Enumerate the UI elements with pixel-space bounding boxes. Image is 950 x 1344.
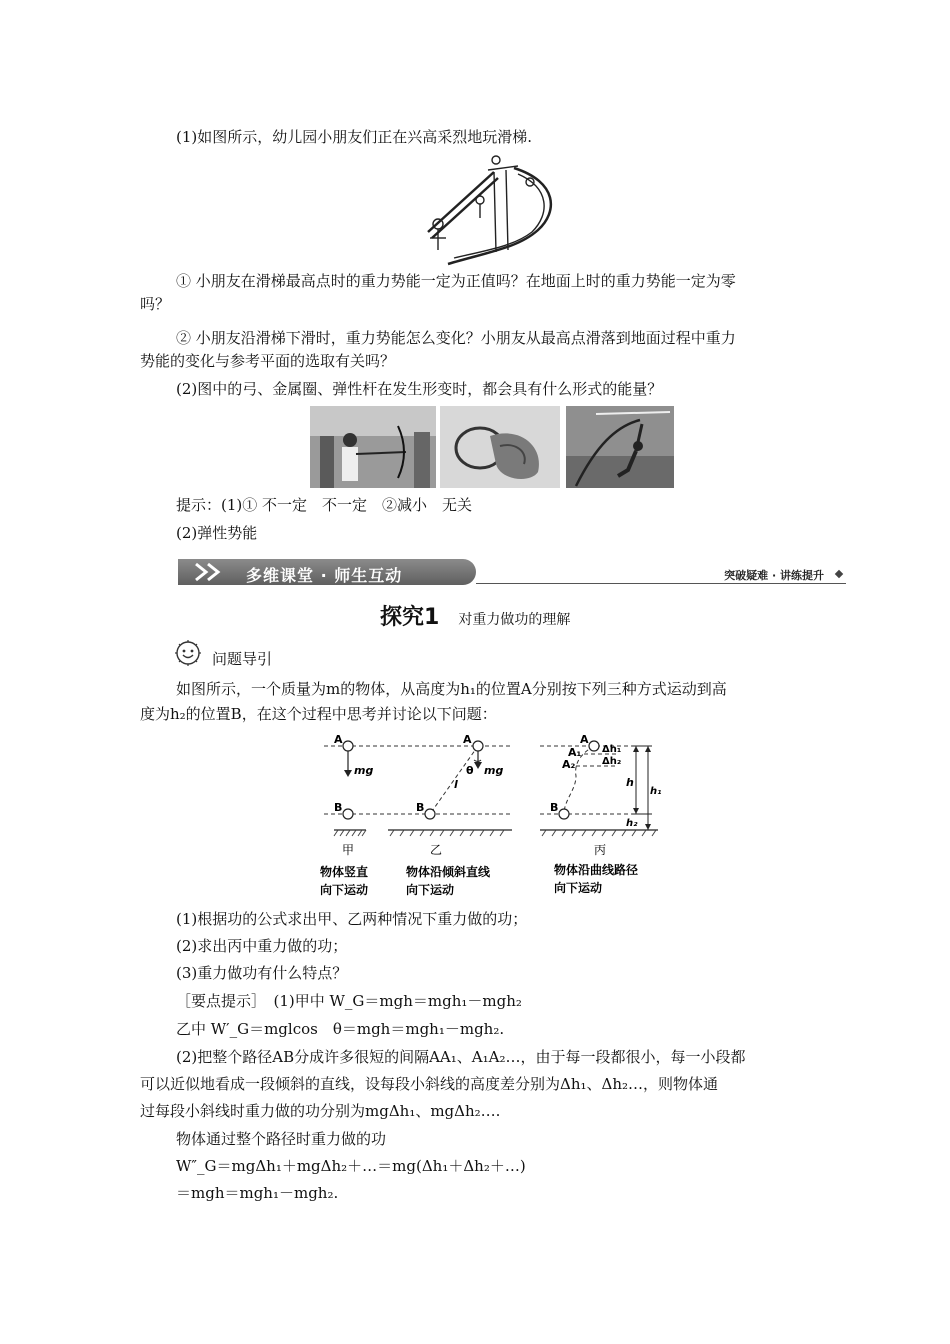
key-point-3-line1: (2)把整个路径AB分成许多很短的间隔AA₁、A₁A₂…，由于每一段都很小，每一小段都 (176, 1048, 746, 1066)
label-mg-jia: mg (354, 764, 374, 777)
key-point-4: 物体通过整个路径时重力做的功 (176, 1130, 387, 1148)
explore-heading (380, 600, 570, 631)
label-a-bing: A (580, 733, 589, 746)
label-mg-yi: mg (484, 764, 504, 777)
banner-left-bar (178, 559, 476, 585)
desc-bing-line2: 向下运动 (554, 881, 603, 895)
diamond-icon (835, 570, 843, 578)
desc-yi-line2: 向下运动 (406, 883, 455, 897)
key-point-1: ［要点提示］ (1)甲中 W_G＝mgh＝mgh₁－mgh₂ (176, 992, 522, 1010)
key-point-5: W″_G＝mgΔh₁＋mgΔh₂＋…＝mg(Δh₁＋Δh₂＋…) (176, 1157, 526, 1175)
caption-jia: 甲 (342, 843, 355, 857)
label-a1: A₁ (568, 746, 582, 759)
intro-line2: 度为h₂的位置B，在这个过程中思考并讨论以下问题： (140, 705, 497, 723)
section-banner (178, 557, 846, 589)
label-a2: A₂ (562, 758, 576, 771)
gravity-work-diagram (318, 730, 668, 902)
explore-number: 探究1 (380, 605, 440, 630)
caption-bing: 丙 (594, 843, 607, 857)
pole-vault-photo (566, 406, 674, 488)
banner-divider (476, 583, 846, 584)
intro-line1: 如图所示，一个质量为m的物体，从高度为h₁的位置A分别按下列三种方式运动到高 (176, 680, 727, 698)
smiley-icon (175, 640, 201, 666)
label-a-yi: A (463, 733, 472, 746)
subquestion-1: (1)根据功的公式求出甲、乙两种情况下重力做的功； (176, 910, 528, 928)
slide-illustration (418, 152, 560, 270)
label-a-jia: A (334, 733, 343, 746)
key-point-6: ＝mgh＝mgh₁－mgh₂. (176, 1184, 339, 1202)
archery-photo (310, 406, 436, 488)
hint-line1: 提示：(1)① 不一定 不一定 ②减小 无关 (176, 496, 473, 514)
explore-title: 对重力做功的理解 (458, 612, 571, 628)
question-1b-line1: ② 小朋友沿滑梯下滑时，重力势能怎么变化？小朋友从最高点滑落到地面过程中重力 (176, 329, 736, 347)
caption-yi: 乙 (430, 843, 443, 857)
desc-jia-line1: 物体竖直 (320, 865, 369, 879)
label-b-yi: B (416, 801, 425, 814)
label-b-bing: B (550, 801, 559, 814)
banner-subtitle: 突破疑难 · 讲练提升 (724, 569, 824, 582)
question-1a-line1: ① 小朋友在滑梯最高点时的重力势能一定为正值吗？在地面上时的重力势能一定为零 (176, 272, 736, 290)
label-theta: θ (466, 764, 474, 777)
guide-label: 问题导引 (212, 650, 273, 668)
question-1a-line2: 吗？ (140, 295, 171, 313)
hint-line2: (2)弹性势能 (176, 524, 258, 542)
subquestion-3: (3)重力做功有什么特点？ (176, 964, 348, 982)
q1-intro: (1)如图所示，幼儿园小朋友们正在兴高采烈地玩滑梯. (176, 128, 533, 146)
desc-yi-line1: 物体沿倾斜直线 (406, 865, 491, 879)
subquestion-2: (2)求出丙中重力做的功； (176, 937, 348, 955)
metal-ring-photo (440, 406, 560, 488)
label-h: h (626, 776, 634, 789)
key-point-3-line2: 可以近似地看成一段倾斜的直线，设每段小斜线的高度差分别为Δh₁、Δh₂…，则物体通 (140, 1075, 719, 1093)
label-b-jia: B (334, 801, 343, 814)
key-point-3-line3: 过每段小斜线时重力做的功分别为mgΔh₁、mgΔh₂…. (140, 1102, 501, 1120)
label-dh2: Δh₂ (602, 756, 622, 767)
question-1b-line2: 势能的变化与参考平面的选取有关吗？ (140, 352, 396, 370)
label-dh1: Δh₁ (602, 744, 622, 755)
label-h2: h₂ (626, 818, 638, 829)
key-point-2: 乙中 W′_G＝mglcos θ＝mgh＝mgh₁－mgh₂. (176, 1020, 505, 1038)
desc-jia-line2: 向下运动 (320, 883, 369, 897)
label-h1: h₁ (650, 786, 662, 797)
question-2: (2)图中的弓、金属圈、弹性杆在发生形变时，都会具有什么形式的能量？ (176, 380, 663, 398)
desc-bing-line1: 物体沿曲线路径 (554, 863, 639, 877)
double-chevron-icon (194, 562, 234, 582)
label-l: l (454, 778, 458, 791)
banner-title: 多维课堂 · 师生互动 (246, 566, 403, 585)
